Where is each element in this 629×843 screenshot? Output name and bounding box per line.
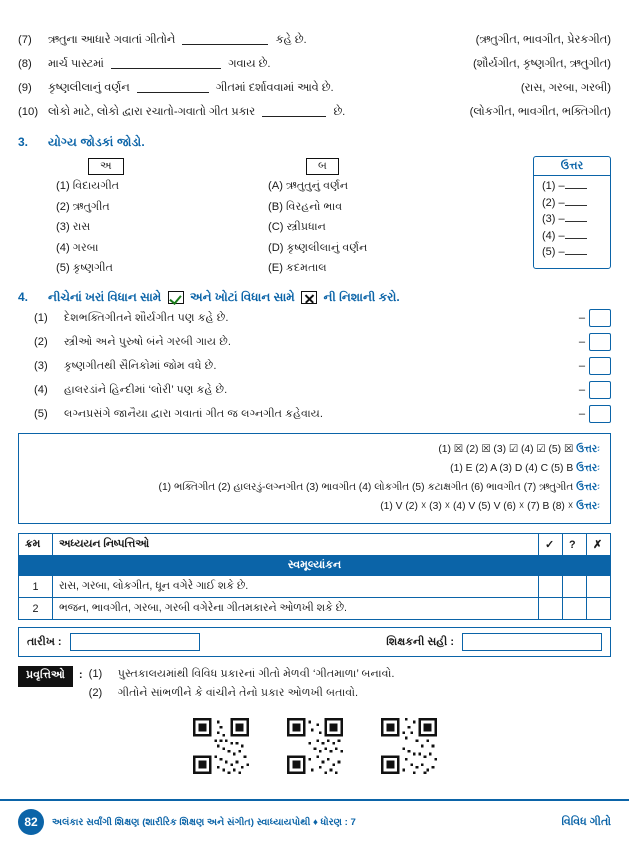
item-text: દેશભક્તિગીતને શૌર્યગીત પણ કહે છે. [64, 311, 229, 324]
blank-line [137, 84, 209, 93]
column-header-krm: ક્રમ [19, 534, 53, 556]
answer-blank[interactable] [565, 198, 587, 206]
qr-code-icon[interactable] [381, 718, 437, 774]
date-signature-row [18, 627, 611, 657]
answer-key-text: (1) V (2) ☓ (3) ☓ (4) V (5) V (6) ☓ (7) B (8) ☓ [380, 501, 574, 513]
blank-line [262, 108, 326, 117]
table-title-row [19, 556, 611, 576]
section-number: 4. [18, 290, 29, 304]
list-item [18, 58, 611, 71]
footer-chapter-title: વિવિધ ગીતો [561, 815, 611, 828]
cell-cross[interactable] [587, 576, 611, 598]
qr-code-icon[interactable] [287, 718, 343, 774]
answer-blank[interactable] [565, 231, 587, 239]
section-title: યોગ્ય જોડકાં જોડો. [48, 135, 145, 149]
answer-row-label: (2) – [542, 196, 565, 209]
column-b-label: બ [306, 158, 339, 175]
item-text: કૃષ્ણગીતથી સૈનિકોમાં જોમ વધે છે. [64, 359, 217, 372]
column-a-header [88, 156, 124, 175]
match-the-pairs [18, 156, 611, 284]
answer-key-text: (1) ☒ (2) ☒ (3) ☑ (4) ☑ (5) ☒ [438, 444, 574, 455]
worksheet-page [0, 34, 629, 843]
answer-key-block [18, 433, 611, 524]
answer-key-text: (1) E (2) A (3) D (4) C (5) B [450, 463, 574, 475]
footer-text: અલંકાર સર્વાંગી શિક્ષણ (શારીરિક શિક્ષણ અને સંગીત) સ્વાધ્યાયપોથી ♦ ધોરણ : 7 [52, 816, 356, 828]
dash: – [578, 408, 586, 420]
truefalse-section-heading [18, 290, 611, 305]
answer-row-label: (5) – [542, 246, 565, 258]
table-row [19, 576, 611, 598]
item-text [48, 34, 476, 47]
answer-key-line [29, 440, 600, 459]
table-header-row [19, 534, 611, 556]
dash: – [578, 312, 586, 324]
row-text: રાસ, ગરબા, લોકગીત, ધૂન વગેરે ગાઈ શકે છે. [53, 576, 539, 598]
fill-in-blanks-list [18, 34, 611, 119]
list-item [89, 668, 395, 681]
item-options: (ઋતુગીત, ભાવગીત, પ્રેરકગીત) [475, 34, 611, 46]
answer-checkbox[interactable] [589, 309, 611, 327]
cell-check[interactable] [539, 576, 563, 598]
item-text [48, 82, 521, 95]
date-label: તારીખ : [27, 635, 62, 648]
table-title: સ્વમૂલ્યાંકન [19, 556, 611, 576]
answer-key-label: ઉત્તરઃ [576, 482, 600, 494]
qr-code-icon[interactable] [193, 718, 249, 774]
section-title-part3: ની નિશાની કરો. [323, 290, 400, 304]
answer-blank[interactable] [565, 181, 587, 189]
answer-blank[interactable] [565, 247, 587, 255]
list-item: (1) વિદાયગીત [56, 180, 120, 192]
column-b-header [306, 156, 339, 175]
list-item [89, 687, 395, 700]
item-number: (1) [88, 668, 103, 681]
blank-line [182, 36, 268, 45]
answer-key-line [29, 478, 600, 497]
answer-row-label: (3) – [542, 213, 565, 225]
column-header-check: ✓ [539, 534, 563, 556]
answer-key-label: ઉત્તરઃ [576, 463, 600, 475]
item-text [48, 58, 473, 71]
item-text-after: ગવાય છે. [228, 58, 271, 70]
item-text-after: છે. [333, 106, 346, 118]
list-item [18, 82, 611, 95]
list-item: (A) ઋતુતુનું વર્ણન [268, 180, 349, 192]
list-item [18, 405, 611, 423]
blank-line [111, 60, 221, 69]
item-number: (8) [18, 58, 32, 70]
item-number: (5) [34, 408, 48, 420]
item-number: (1) [34, 312, 48, 324]
list-item: (2) ઋતુગીત [56, 200, 110, 213]
item-options: (રાસ, ગરબા, ગરબી) [520, 82, 611, 94]
column-b-items [268, 180, 367, 283]
list-item [18, 357, 611, 375]
item-text: ગીતોને સાંભળીને કે વાંચીને તેનો પ્રકાર ઓળખી બતાવો. [117, 687, 359, 700]
answer-row[interactable] [542, 230, 602, 242]
list-item: (4) ગરબા [56, 241, 99, 254]
column-header-cross: ✗ [587, 534, 611, 556]
list-item: (3) રાસ [56, 221, 91, 233]
activities-tag: પ્રવૃત્તિઓ [18, 666, 73, 687]
item-text: હાલરડાંને હિન્દીમાં ‘લોરી’ પણ કહે છે. [64, 383, 228, 396]
teacher-signature-input[interactable] [462, 633, 602, 651]
column-header-outcome: અધ્યયન નિષ્પત્તિઓ [53, 534, 539, 556]
self-evaluation-table [18, 533, 611, 620]
cell-check[interactable] [539, 598, 563, 620]
answer-row[interactable] [542, 246, 602, 258]
answer-key-text: (1) ભક્તિગીત (2) હાલરડું-લગ્નગીત (3) ભાવગીત (4) લોકગીત (5) કટાક્ષગીત (6) ભાવગીત (7) ઋતુગીત [158, 482, 574, 494]
item-number: (2) [88, 687, 103, 700]
row-number: 2 [19, 598, 53, 620]
list-item [18, 309, 611, 327]
item-number: (10) [18, 106, 39, 118]
list-item [18, 333, 611, 351]
column-a-items [56, 180, 119, 283]
activities-section [18, 666, 611, 706]
page-number-badge: 82 [18, 809, 44, 835]
page-footer [0, 799, 629, 843]
row-text: ભજન, ભાવગીત, ગરબા, ગરબી વગેરેના ગીતમકારને ઓળખી શકે છે. [53, 598, 539, 620]
answer-row-label: (4) – [542, 229, 565, 242]
item-number: (4) [34, 384, 48, 396]
qr-code-row [0, 718, 629, 774]
item-options: (લોકગીત, ભાવગીત, ભક્તિગીત) [469, 106, 611, 118]
dash: – [578, 360, 586, 372]
answer-blank[interactable] [565, 214, 587, 222]
item-text-before: ઋતુના આધારે ગવાતાં ગીતોને [48, 34, 176, 46]
section-title-part1: નીચેનાં ખરાં વિધાન સામે [48, 290, 162, 304]
date-input[interactable] [70, 633, 200, 651]
answer-key-label: ઉત્તરઃ [576, 444, 600, 455]
item-number: (3) [34, 360, 48, 372]
cell-question[interactable] [563, 598, 587, 620]
answer-row-label: (1) – [542, 180, 565, 192]
item-number: (2) [34, 336, 48, 348]
item-text-before: માર્ચ પાસ્ટમાં [48, 58, 104, 70]
column-a-label: અ [88, 158, 124, 175]
cell-cross[interactable] [587, 598, 611, 620]
list-item: (B) વિરહનો ભાવ [268, 200, 343, 213]
list-item [18, 381, 611, 399]
section-number: 3. [18, 135, 29, 149]
item-text-after: ગીતમાં દર્શાવવામાં આવે છે. [215, 82, 334, 94]
answer-box-title: ઉત્તર [534, 157, 610, 176]
item-text-before: કૃષ્ણલીલાનું વર્ણન [48, 82, 130, 94]
item-text-after: કહે છે. [275, 34, 307, 46]
column-header-question: ? [563, 534, 587, 556]
list-item: (D) કૃષ્ણલીલાનું વર્ણન [268, 241, 368, 254]
section-title [48, 290, 400, 305]
answer-row[interactable] [542, 197, 602, 209]
table-row [19, 598, 611, 620]
item-options: (શૌર્યગીત, કૃષ્ણગીત, ઋતુગીત) [473, 58, 611, 70]
answer-box [533, 156, 611, 269]
dash: – [578, 336, 586, 348]
answer-checkbox[interactable] [589, 381, 611, 399]
truefalse-list [18, 309, 611, 423]
section-title-part2: અને ખોટાં વિધાન સામે [189, 290, 295, 304]
answer-row[interactable] [542, 213, 602, 225]
item-text: સ્ત્રીઓ અને પુરુષો બંને ગરબી ગાય છે. [64, 335, 232, 348]
list-item: (E) કદમતાલ [268, 262, 327, 274]
answer-checkbox[interactable] [589, 333, 611, 351]
answer-row[interactable] [542, 180, 602, 192]
list-item: (5) કૃષ્ણગીત [56, 262, 114, 274]
teacher-signature-label: શિક્ષકની સહી : [386, 635, 454, 648]
answer-checkbox[interactable] [589, 405, 611, 423]
match-section-heading [18, 135, 611, 150]
item-number: (7) [18, 34, 32, 46]
answer-key-label: ઉત્તરઃ [576, 501, 600, 513]
item-text [48, 106, 470, 119]
answer-box-rows[interactable] [534, 176, 610, 268]
cell-question[interactable] [563, 576, 587, 598]
row-number: 1 [19, 576, 53, 598]
answer-key-line [29, 497, 600, 516]
cross-icon [301, 291, 317, 304]
dash: – [578, 384, 586, 396]
list-item [18, 34, 611, 47]
item-number: (9) [18, 82, 32, 94]
activities-colon: : [78, 669, 83, 682]
item-text: લગ્નપ્રસંગે જાનૈયા દ્વારા ગવાતાં ગીત જ લગ્નગીત કહેવાય. [64, 407, 323, 420]
check-icon [168, 291, 184, 304]
list-item [18, 106, 611, 119]
item-text: પુસ્તકાલયમાંથી વિવિધ પ્રકારનાં ગીતો મેળવી ‘ગીતમાળા’ બનાવો. [117, 668, 395, 681]
answer-key-line [29, 459, 600, 478]
item-text-before: લોકો માટે, લોકો દ્વારા રચાતો-ગવાતો ગીત પ્રકાર [48, 106, 256, 118]
list-item: (C) સ્ત્રીપ્રધાન [268, 221, 326, 233]
activities-list [89, 666, 395, 706]
answer-checkbox[interactable] [589, 357, 611, 375]
